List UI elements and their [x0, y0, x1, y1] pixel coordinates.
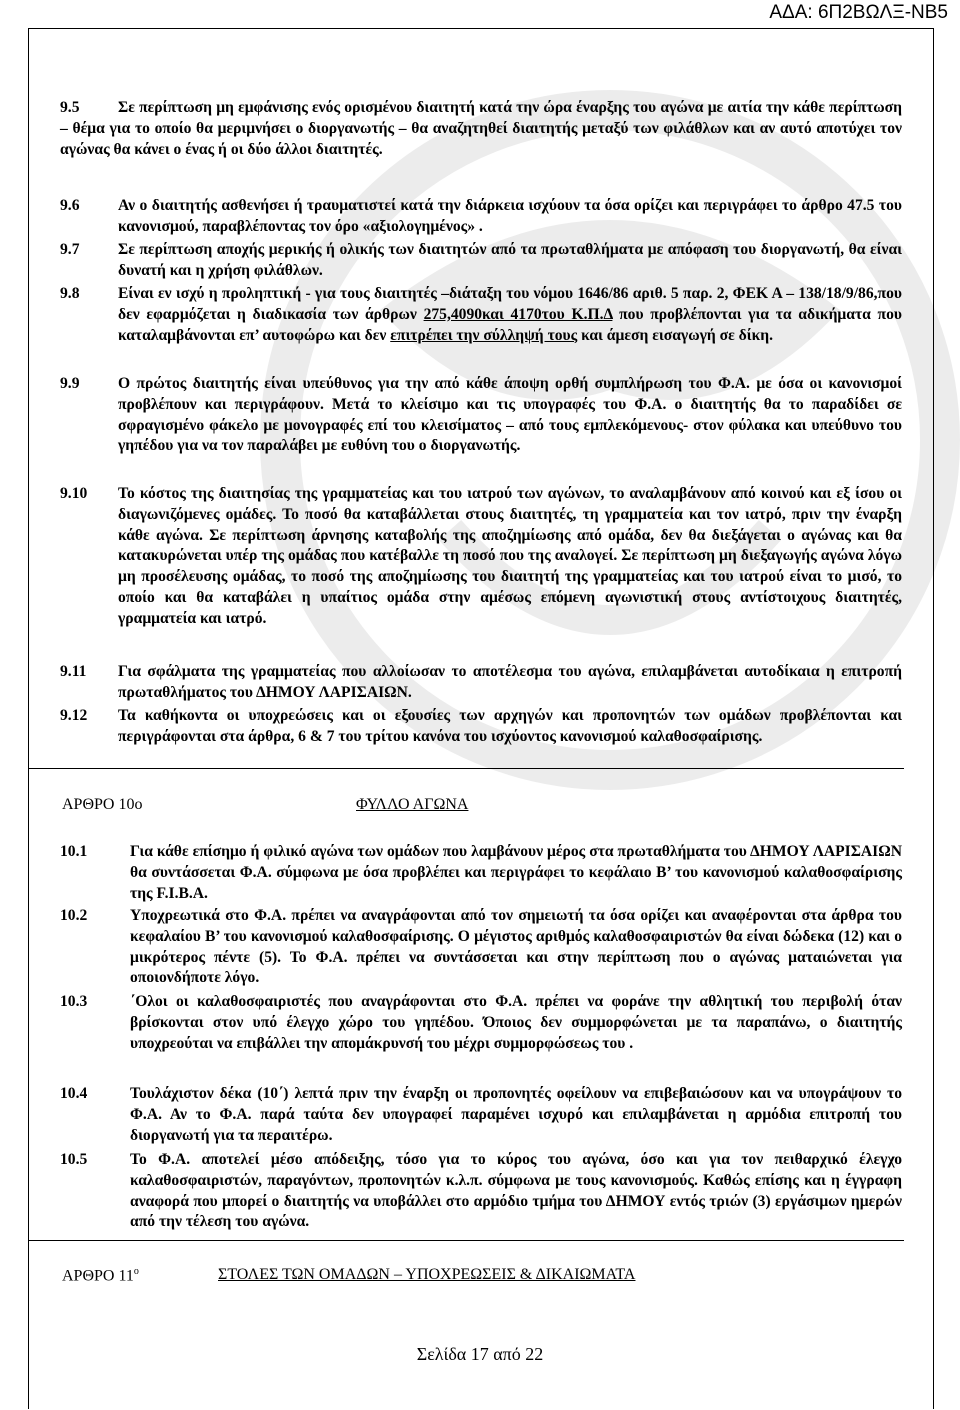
section-9-5	[60, 98, 902, 160]
section-number: 10.3	[60, 993, 88, 1010]
section-number: 9.5	[60, 99, 80, 116]
section-number: 10.2	[60, 907, 88, 924]
section-text: Τα καθήκοντα οι υποχρεώσεις και οι εξουσίες των αρχηγών και προπονητών των ομάδων προβλέπονται και περιγράφονται στα άρθρα, 6 & 7 του τρίτου κανόνα του ισχύοντος κανονισμού καλαθοσφαίρισης.	[118, 707, 902, 745]
section-10-1	[60, 842, 902, 904]
section-9-8	[60, 284, 902, 346]
section-9-11	[60, 662, 902, 704]
divider-rule	[28, 768, 904, 769]
section-9-7	[60, 240, 902, 282]
section-text-part: και άμεση εισαγωγή σε δίκη.	[577, 326, 774, 344]
section-text: Για σφάλματα της γραμματείας που αλλοίωσαν το αποτέλεσμα του αγώνα, επιλαμβάνεται αυτοδίκαια η επιτροπή πρωταθλήματος του ΔΗΜΟΥ ΛΑΡΙΣΑΙΩΝ.	[118, 663, 902, 701]
section-10-3	[60, 992, 902, 1054]
section-9-10	[60, 484, 902, 630]
section-text: Σε περίπτωση αποχής μερικής ή ολικής των διαιτητών από τα πρωταθλήματα με απόφαση του διοργανωτή, θα είναι δυνατή και η χρήση φιλάθλων.	[118, 241, 902, 279]
divider-rule	[28, 1240, 904, 1241]
underlined-phrase: επιτρέπει την σύλληψή τους	[390, 326, 578, 344]
underlined-reference: 275,4090και 4170του Κ.Π.Δ	[423, 305, 613, 323]
section-text: Ο πρώτος διαιτητής είναι υπεύθυνος για την από κάθε άποψη ορθή συμπλήρωση του Φ.Α. με όσα οι κανονισμοί προβλέπουν και περιγράφουν. Μετά το κλείσιμο και τις υπογραφές του Φ.Α. ο διαιτητής θα το παραδίδει σε σφραγισμένο φάκελο με μονογραφές επί του κλεισίματος – από τους εμπλεκόμενους- στον φύλακα και υπεύθυνο του γηπέδου για να τον παραλάβει με ευθύνη του ο διοργανωτής.	[118, 375, 902, 455]
section-9-12	[60, 706, 902, 748]
document-code: ΑΔΑ: 6Π2ΒΩΛΞ-ΝΒ5	[769, 2, 948, 23]
section-number: 9.9	[60, 375, 80, 392]
section-10-2	[60, 906, 902, 989]
section-10-5	[60, 1150, 902, 1233]
section-9-6	[60, 196, 902, 238]
section-9-9	[60, 374, 902, 457]
section-text: ΄Ολοι οι καλαθοσφαιριστές που αναγράφονται στο Φ.Α. πρέπει να φοράνε την αθλητική του περιβολή όταν βρίσκονται στον υπό έλεγχο χώρο του γηπέδου. Όποιος δεν συμμορφώνεται με τα παραπάνω, ο διαιτητής υποχρεούται να επιβάλλει την απομάκρυνσή του μέχρι συμμορφώσεως του .	[130, 993, 902, 1052]
article-11-label-text: ΑΡΘΡΟ 11	[62, 1267, 134, 1285]
article-11-title: ΣΤΟΛΕΣ ΤΩΝ ΟΜΑΔΩΝ – ΥΠΟΧΡΕΩΣΕΙΣ & ΔΙΚΑΙΩΜΑΤΑ	[218, 1266, 636, 1283]
section-text-part: Είναι εν ισχύ η προληπτική - για τους διαιτητές –διάταξη του νόμου 1646/86 αριθ. 5 παρ. 2, ΦΕΚ Α – 138/18/9/86,που δεν εφαρμόζεται η διαδικασία των άρθρων	[118, 285, 902, 323]
article-10-title: ΦΥΛΛΟ ΑΓΩΝΑ	[356, 796, 469, 813]
section-text-part: που προβλέπονται για τα αδικήματα που καταλαμβάνονται επ’ αυτοφώρω και δεν	[118, 305, 902, 344]
section-10-4	[60, 1084, 902, 1146]
section-number: 9.8	[60, 285, 80, 302]
section-text: Για κάθε επίσημο ή φιλικό αγώνα των ομάδων που λαμβάνουν μέρος στα πρωταθλήματα του ΔΗΜΟΥ ΛΑΡΙΣΑΙΩΝ θα συντάσσεται Φ.Α. σύμφωνα με όσα προβλέπει και περιγράφει το κεφάλαιο Β’ του κανονισμού καλαθοσφαίρισης της F.I.B.A.	[130, 843, 902, 902]
article-10-label: ΑΡΘΡΟ 10ο	[62, 796, 143, 813]
section-text: Το κόστος της διαιτησίας της γραμματείας και του ιατρού των αγώνων, το αναλαμβάνουν από κοινού και εξ ίσου οι διαγωνιζόμενες ομάδες. Το ποσό θα καταβάλλεται στους διαιτητές, τη γραμματεία και τον ιατρό, πριν την έναρξη κάθε αγώνα. Σε περίπτωση άρνησης καταβολής της αποζημίωσης από ομάδα, δεν θα διεξάγεται ο αγώνας και θα κατακυρώνεται υπέρ της ομάδας που κατέβαλλε τη ποσό που της αναλογεί. Σε περίπτωση μη διεξαγωγής αγώνα λόγω μη προσέλευσης ομάδας, το ποσό της αποζημίωσης του διαιτητή της γραμματείας και του ιατρού είναι το μισό, το οποίο και θα καταβάλει η υπαίτιος ομάδα στην αμέσως επόμενη αγωνιστική στους αντίστοιχους διαιτητές, γραμματεία και ιατρό.	[118, 485, 902, 627]
section-text	[118, 284, 902, 346]
section-text: Υποχρεωτικά στο Φ.Α. πρέπει να αναγράφονται από τον σημειωτή τα όσα ορίζει και αναφέρονται στα άρθρα του κεφαλαίου Β’ του κανονισμού καλαθοσφαίρισης. Ο μέγιστος αριθμός καλαθοσφαιριστών θα είναι δώδεκα (12) και ο μικρότερος πέντε (5). Το Φ.Α. πρέπει να συντάσσεται και στην περίπτωση που ο αγώνας ματαιώνεται για οποιονδήποτε λόγο.	[130, 907, 902, 987]
section-number: 9.10	[60, 485, 88, 502]
section-text: Το Φ.Α. αποτελεί μέσο απόδειξης, τόσο για το κύρος του αγώνα, όσο και για τον πειθαρχικό έλεγχο καλαθοσφαιριστών, παραγόντων, προπονητών κ.λ.π. σύμφωνα με τους κανονισμούς. Καθώς επίσης και η έγγραφη αναφορά που μπορεί ο διαιτητής να υποβάλλει στο αρμόδιο τμήμα του ΔΗΜΟΥ εντός τριών (3) εργάσιμων ημερών από την τέλεση του αγώνα.	[130, 1151, 902, 1231]
section-number: 9.12	[60, 707, 88, 724]
section-number: 10.4	[60, 1085, 88, 1102]
section-number: 9.6	[60, 197, 80, 214]
page-number: Σελίδα 17 από 22	[416, 1344, 544, 1364]
section-number: 9.11	[60, 663, 87, 680]
section-number: 10.1	[60, 843, 88, 860]
article-11-label	[62, 1266, 139, 1285]
article-11-label-sup: ο	[133, 1266, 139, 1277]
section-number: 9.7	[60, 241, 80, 258]
section-text: Τουλάχιστον δέκα (10΄) λεπτά πριν την έναρξη οι προπονητές οφείλουν να επιβεβαιώσουν και να υπογράψουν το Φ.Α. Αν το Φ.Α. παρά ταύτα δεν υπογραφεί παραμένει ισχυρό και επιλαμβάνεται η αρμόδια επιτροπή του διοργανωτή για τα περαιτέρω.	[130, 1085, 902, 1144]
section-text: Αν ο διαιτητής ασθενήσει ή τραυματιστεί κατά την διάρκεια ισχύουν τα όσα ορίζει και περιγράφει το άρθρο 47.5 του κανονισμού, παραβλέποντας τον όρο «αξιολογημένος» .	[118, 197, 902, 235]
section-text: Σε περίπτωση μη εμφάνισης ενός ορισμένου διαιτητή κατά την ώρα έναρξης του αγώνα με αιτία την κάθε περίπτωση – θέμα για το οποίο θα μεριμνήσει ο διοργανωτής – θα αναζητηθεί διαιτητής μεταξύ των φιλάθλων και αν αυτό αποτύχει τον αγώνας θα κάνει ο ένας ή οι δύο άλλοι διαιτητές.	[60, 99, 902, 158]
section-number: 10.5	[60, 1151, 88, 1168]
